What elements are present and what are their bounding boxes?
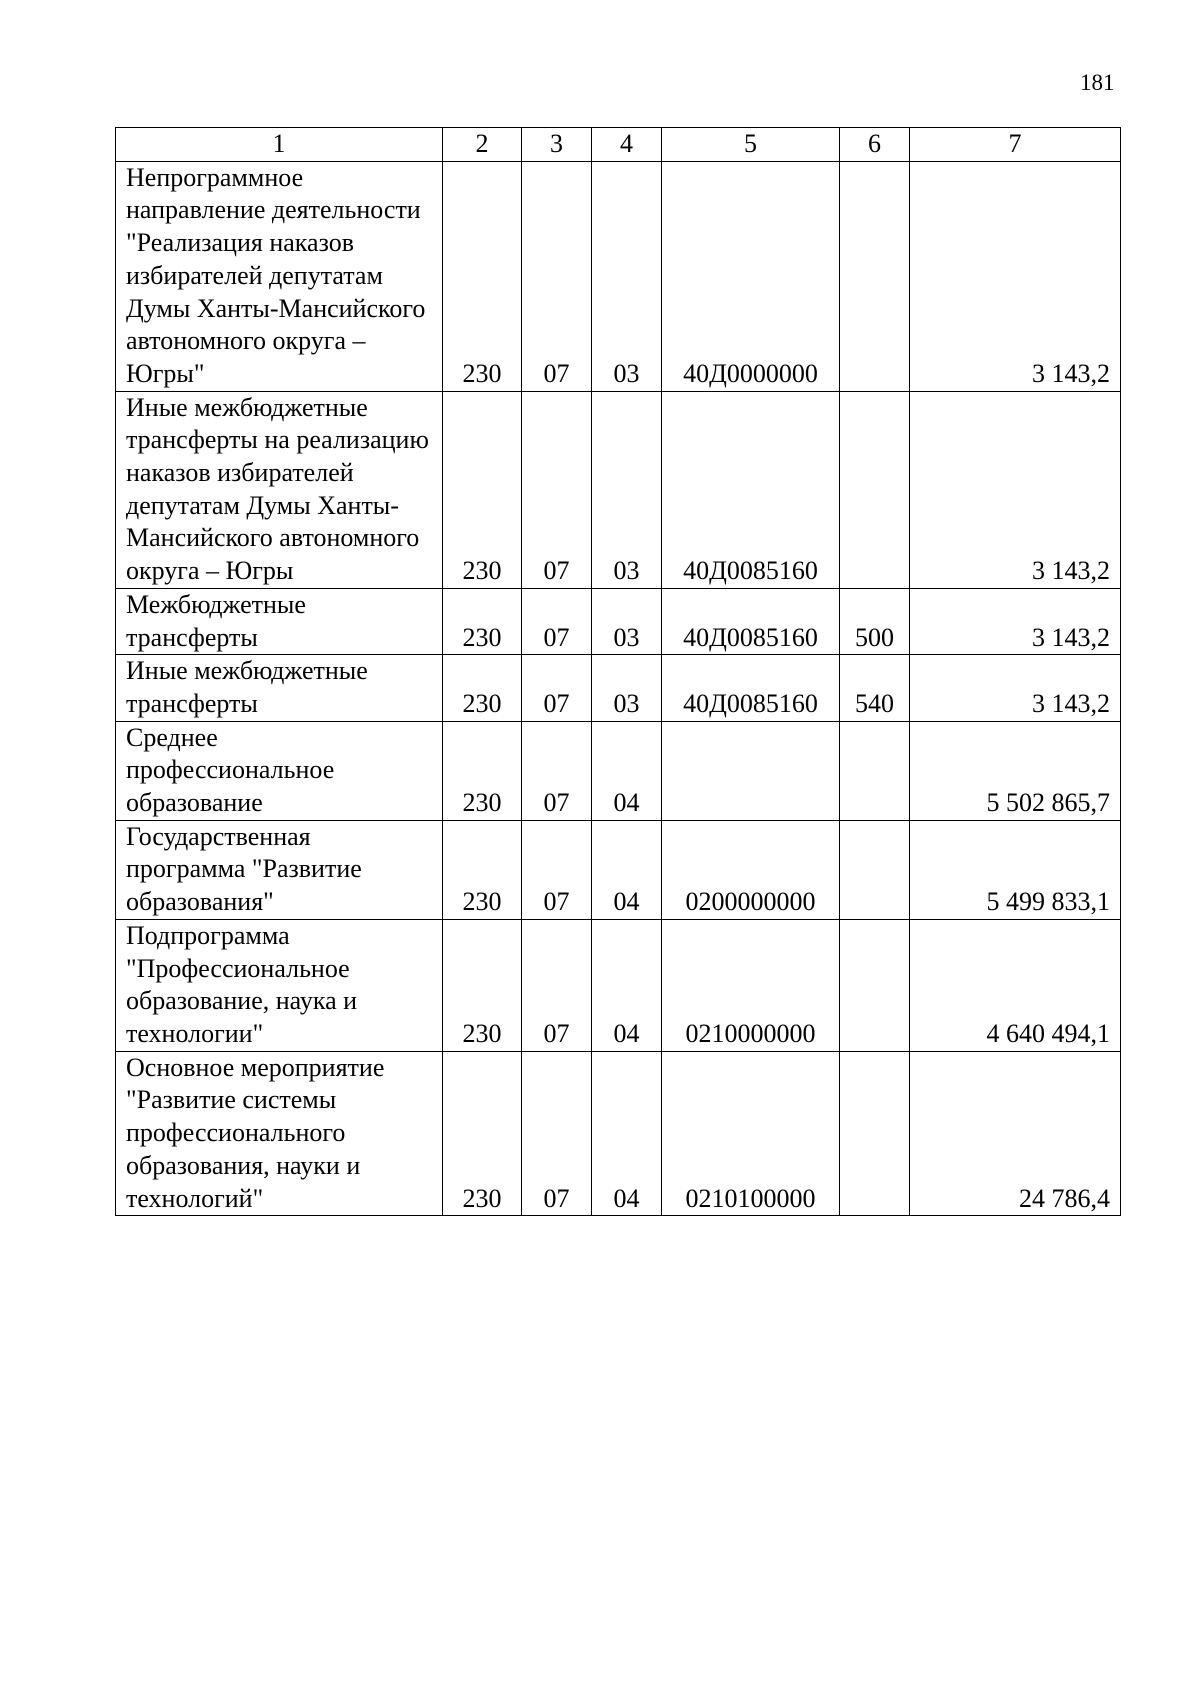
header-cell: 7 [910, 128, 1121, 162]
row-sum: 24 786,4 [910, 1051, 1121, 1216]
header-row [116, 128, 1121, 162]
row-csr: 40Д0085160 [662, 655, 840, 721]
row-gr: 230 [443, 721, 522, 820]
row-rz: 07 [522, 391, 592, 588]
table-row [116, 1051, 1121, 1216]
page-number: 181 [1080, 70, 1115, 95]
row-pr: 03 [592, 588, 662, 654]
row-pr: 03 [592, 161, 662, 391]
row-pr: 04 [592, 1051, 662, 1216]
row-gr: 230 [443, 588, 522, 654]
row-rz: 07 [522, 655, 592, 721]
row-sum: 3 143,2 [910, 655, 1121, 721]
row-sum: 4 640 494,1 [910, 919, 1121, 1051]
budget-table [115, 127, 1121, 1216]
row-rz: 07 [522, 1051, 592, 1216]
header-cell: 1 [116, 128, 443, 162]
header-cell: 4 [592, 128, 662, 162]
table-row [116, 161, 1121, 391]
row-sum: 5 499 833,1 [910, 820, 1121, 919]
table-row [116, 391, 1121, 588]
table-row [116, 820, 1121, 919]
header-cell: 3 [522, 128, 592, 162]
row-vr: 540 [840, 655, 910, 721]
row-rz: 07 [522, 721, 592, 820]
row-vr [840, 391, 910, 588]
row-csr: 0210000000 [662, 919, 840, 1051]
row-rz: 07 [522, 820, 592, 919]
row-pr: 04 [592, 820, 662, 919]
row-rz: 07 [522, 161, 592, 391]
row-vr [840, 820, 910, 919]
row-sum: 3 143,2 [910, 588, 1121, 654]
row-pr: 04 [592, 919, 662, 1051]
row-csr: 0200000000 [662, 820, 840, 919]
row-name: Основное мероприятие "Развитие системы профессионального образования, науки и технологий" [116, 1051, 443, 1216]
row-pr: 04 [592, 721, 662, 820]
row-csr [662, 721, 840, 820]
row-vr [840, 1051, 910, 1216]
row-name: Подпрограмма "Профессиональное образование, наука и технологии" [116, 919, 443, 1051]
row-csr: 40Д0085160 [662, 588, 840, 654]
row-name: Иные межбюджетные трансферты на реализацию наказов избирателей депутатам Думы Ханты-Мансийского автономного округа – Югры [116, 391, 443, 588]
header-cell: 2 [443, 128, 522, 162]
row-gr: 230 [443, 161, 522, 391]
row-gr: 230 [443, 919, 522, 1051]
row-vr [840, 161, 910, 391]
row-pr: 03 [592, 655, 662, 721]
row-gr: 230 [443, 1051, 522, 1216]
table-row [116, 721, 1121, 820]
row-sum: 3 143,2 [910, 391, 1121, 588]
row-vr: 500 [840, 588, 910, 654]
row-vr [840, 721, 910, 820]
row-name: Межбюджетные трансферты [116, 588, 443, 654]
header-cell: 6 [840, 128, 910, 162]
row-rz: 07 [522, 588, 592, 654]
header-cell: 5 [662, 128, 840, 162]
table-row [116, 655, 1121, 721]
row-gr: 230 [443, 655, 522, 721]
row-name: Иные межбюджетные трансферты [116, 655, 443, 721]
row-sum: 3 143,2 [910, 161, 1121, 391]
row-gr: 230 [443, 820, 522, 919]
table-row [116, 919, 1121, 1051]
row-sum: 5 502 865,7 [910, 721, 1121, 820]
row-name: Государственная программа "Развитие образования" [116, 820, 443, 919]
row-csr: 40Д0085160 [662, 391, 840, 588]
row-rz: 07 [522, 919, 592, 1051]
row-name: Непрограммное направление деятельности "Реализация наказов избирателей депутатам Думы Ханты-Мансийского автономного округа – Югры" [116, 161, 443, 391]
row-csr: 40Д0000000 [662, 161, 840, 391]
row-vr [840, 919, 910, 1051]
row-pr: 03 [592, 391, 662, 588]
row-name: Среднее профессиональное образование [116, 721, 443, 820]
row-gr: 230 [443, 391, 522, 588]
row-csr: 0210100000 [662, 1051, 840, 1216]
table-row [116, 588, 1121, 654]
